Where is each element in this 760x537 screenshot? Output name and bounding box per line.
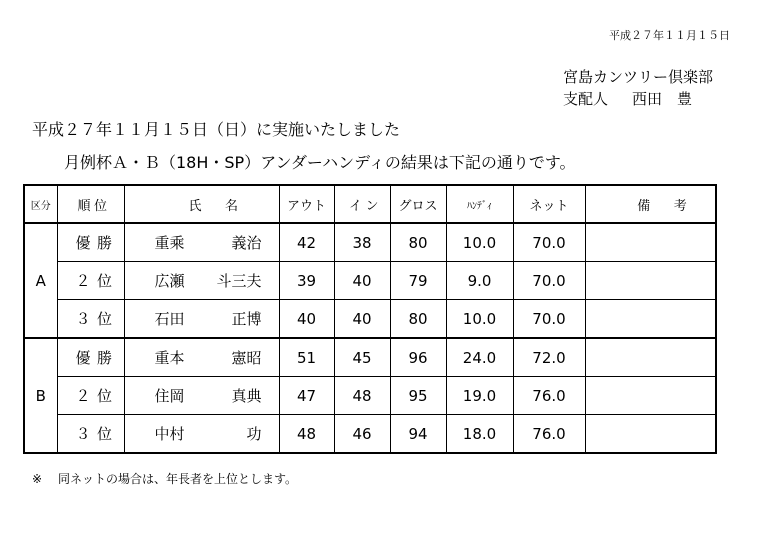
out-cell: 51 xyxy=(279,338,334,377)
net-cell: 70.0 xyxy=(513,262,585,300)
results-table xyxy=(23,184,717,454)
footnote xyxy=(32,470,297,487)
col-name-b: 名 xyxy=(224,198,238,214)
net-cell: 70.0 xyxy=(513,223,585,262)
rank-cell xyxy=(57,262,124,300)
last-name: 重本 xyxy=(154,349,185,367)
rank-b: 勝 xyxy=(96,234,112,252)
group-label: B xyxy=(24,338,57,453)
remarks-cell xyxy=(585,377,716,415)
last-name: 重乘 xyxy=(154,234,185,252)
col-group: 区分 xyxy=(24,185,57,223)
footnote-mark: ※ xyxy=(32,472,43,486)
handicap-cell: 9.0 xyxy=(446,262,513,300)
last-name: 広瀬 xyxy=(154,272,185,290)
rank-cell xyxy=(57,338,124,377)
col-handicap: ﾊﾝﾃﾞｨ xyxy=(446,185,513,223)
group-b xyxy=(24,338,716,453)
player-name xyxy=(124,300,279,339)
player-name xyxy=(124,262,279,300)
table-row xyxy=(24,338,716,377)
rank-b: 位 xyxy=(96,272,112,290)
gross-cell: 96 xyxy=(390,338,446,377)
rank-cell xyxy=(57,415,124,454)
last-name: 住岡 xyxy=(154,387,185,405)
col-name xyxy=(124,185,279,223)
first-name: 正博 xyxy=(231,310,262,328)
col-remarks-a: 備 xyxy=(637,198,651,214)
first-name: 功 xyxy=(246,425,262,443)
out-cell: 40 xyxy=(279,300,334,339)
last-name: 石田 xyxy=(154,310,185,328)
in-cell: 40 xyxy=(334,300,390,339)
handicap-cell: 24.0 xyxy=(446,338,513,377)
in-cell: 38 xyxy=(334,223,390,262)
table-row xyxy=(24,223,716,262)
out-cell: 42 xyxy=(279,223,334,262)
player-name xyxy=(124,338,279,377)
handicap-cell: 19.0 xyxy=(446,377,513,415)
rank-a: ３ xyxy=(75,310,91,328)
out-cell: 47 xyxy=(279,377,334,415)
rank-a: ２ xyxy=(75,387,91,405)
manager-line xyxy=(563,88,692,109)
gross-cell: 79 xyxy=(390,262,446,300)
table-row xyxy=(24,377,716,415)
rank-a: ３ xyxy=(75,425,91,443)
handicap-cell: 18.0 xyxy=(446,415,513,454)
col-in-a: イ xyxy=(348,198,362,214)
col-rank xyxy=(57,185,124,223)
in-cell: 40 xyxy=(334,262,390,300)
net-cell: 76.0 xyxy=(513,415,585,454)
rank-cell xyxy=(57,377,124,415)
remarks-cell xyxy=(585,262,716,300)
out-cell: 48 xyxy=(279,415,334,454)
rank-cell xyxy=(57,300,124,339)
rank-b: 勝 xyxy=(96,349,112,367)
first-name: 真典 xyxy=(231,387,262,405)
rank-a: ２ xyxy=(75,272,91,290)
table-row xyxy=(24,262,716,300)
in-cell: 45 xyxy=(334,338,390,377)
handicap-cell: 10.0 xyxy=(446,300,513,339)
net-cell: 70.0 xyxy=(513,300,585,339)
results-subtitle: 月例杯Ａ・Ｂ（18H・SP）アンダーハンディの結果は下記の通りです。 xyxy=(64,153,576,172)
gross-cell: 80 xyxy=(390,223,446,262)
first-name: 憲昭 xyxy=(231,349,262,367)
col-rank-b: 位 xyxy=(93,198,107,214)
rank-cell xyxy=(57,223,124,262)
col-in-b: ン xyxy=(365,198,379,214)
rank-b: 位 xyxy=(96,310,112,328)
remarks-cell xyxy=(585,338,716,377)
group-label: A xyxy=(24,223,57,338)
col-remarks xyxy=(585,185,716,223)
col-in xyxy=(334,185,390,223)
issue-date: 平成２７年１１月１５日 xyxy=(609,29,730,42)
remarks-cell xyxy=(585,300,716,339)
manager-name: 西田 豊 xyxy=(632,90,693,108)
col-name-a: 氏 xyxy=(188,198,202,214)
in-cell: 48 xyxy=(334,377,390,415)
remarks-cell xyxy=(585,415,716,454)
rank-b: 位 xyxy=(96,387,112,405)
col-remarks-b: 考 xyxy=(673,198,687,214)
net-cell: 76.0 xyxy=(513,377,585,415)
handicap-cell: 10.0 xyxy=(446,223,513,262)
col-gross: グロス xyxy=(390,185,446,223)
table-row xyxy=(24,300,716,339)
col-net: ネット xyxy=(513,185,585,223)
gross-cell: 80 xyxy=(390,300,446,339)
table-row xyxy=(24,415,716,454)
player-name xyxy=(124,223,279,262)
col-rank-a: 順 xyxy=(77,198,91,214)
last-name: 中村 xyxy=(154,425,185,443)
group-a xyxy=(24,223,716,338)
out-cell: 39 xyxy=(279,262,334,300)
player-name xyxy=(124,415,279,454)
manager-title: 支配人 xyxy=(563,90,609,108)
club-name: 宮島カンツリー倶楽部 xyxy=(563,68,714,86)
rank-a: 優 xyxy=(75,349,91,367)
gross-cell: 95 xyxy=(390,377,446,415)
col-out: アウト xyxy=(279,185,334,223)
table-header-row xyxy=(24,185,716,223)
first-name: 斗三夫 xyxy=(216,272,262,290)
net-cell: 72.0 xyxy=(513,338,585,377)
first-name: 義治 xyxy=(231,234,262,252)
gross-cell: 94 xyxy=(390,415,446,454)
player-name xyxy=(124,377,279,415)
rank-b: 位 xyxy=(96,425,112,443)
rank-a: 優 xyxy=(75,234,91,252)
intro-text: 平成２７年１１月１５日（日）に実施いたしました xyxy=(32,120,401,139)
footnote-text: 同ネットの場合は、年長者を上位とします。 xyxy=(58,472,298,486)
remarks-cell xyxy=(585,223,716,262)
in-cell: 46 xyxy=(334,415,390,454)
